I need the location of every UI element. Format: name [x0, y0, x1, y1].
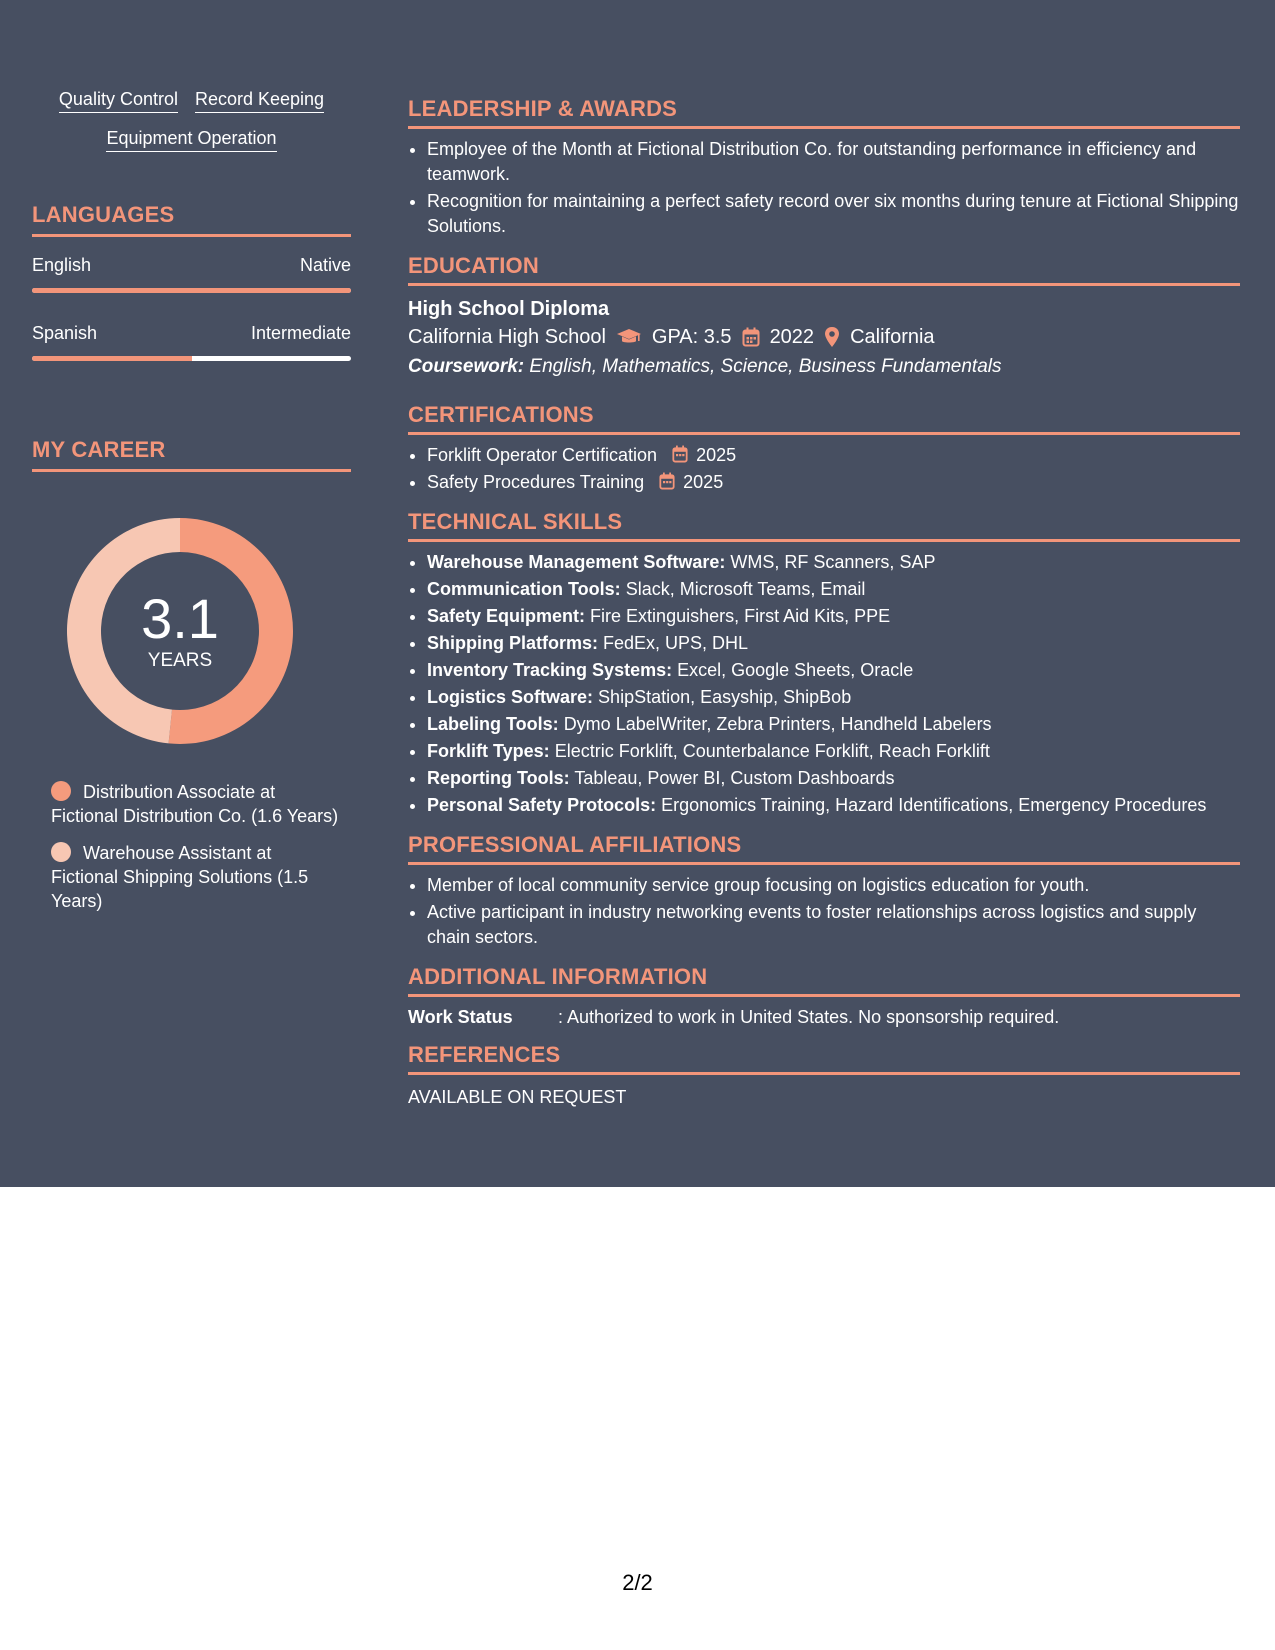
coursework-label: Coursework: [408, 356, 525, 377]
affiliations-section [408, 832, 1240, 950]
heading-divider [408, 1072, 1240, 1075]
language-name: Spanish [32, 323, 98, 343]
list-item [427, 577, 1240, 602]
skills-tags [32, 80, 351, 152]
certification-name: Safety Procedures Training [427, 472, 645, 492]
skill-tag: Quality Control [59, 88, 178, 113]
skill-value: Electric Forklift, Counterbalance Forklift, Reach Forklift [554, 741, 990, 761]
references-section [408, 1042, 1240, 1108]
heading-divider [408, 432, 1240, 435]
list-item [427, 631, 1240, 656]
work-status-row [408, 1007, 1240, 1028]
technical-skills-section [408, 509, 1240, 818]
language-bar-fill [32, 356, 192, 361]
skill-label: Forklift Types: [427, 741, 550, 761]
list-item [427, 550, 1240, 575]
calendar-icon [659, 472, 675, 490]
list-item: • Recognition for maintaining a perfect safety record over six months during tenure at Fictional Shipping Solutions. [427, 189, 1240, 239]
heading-divider [32, 234, 351, 237]
education-section [408, 253, 1240, 382]
education-degree: High School Diploma [408, 298, 610, 320]
skill-value: WMS, RF Scanners, SAP [730, 552, 936, 572]
affiliations-list [408, 873, 1240, 950]
leadership-heading: LEADERSHIP & AWARDS [408, 96, 678, 121]
career-heading: MY CAREER [32, 437, 166, 462]
skill-label: Logistics Software: [427, 687, 594, 707]
calendar-icon [742, 327, 760, 347]
donut-center [65, 516, 295, 746]
languages-heading: LANGUAGES [32, 202, 175, 227]
additional-info-heading: ADDITIONAL INFORMATION [408, 964, 708, 989]
work-status-label: Work Status [408, 1007, 513, 1027]
leadership-list [408, 137, 1240, 239]
language-bar [32, 288, 351, 293]
certifications-list [408, 443, 1240, 495]
coursework-value: English, Mathematics, Science, Business Fundamentals [529, 356, 1002, 377]
skill-label: Communication Tools: [427, 579, 621, 599]
legend-dot [51, 842, 71, 862]
affiliations-heading: PROFESSIONAL AFFILIATIONS [408, 832, 742, 857]
skill-label: Warehouse Management Software: [427, 552, 726, 572]
certifications-section [408, 402, 1240, 495]
education-location: California [850, 326, 935, 348]
language-row [32, 255, 351, 276]
education-coursework [408, 352, 1240, 382]
skill-value: Fire Extinguishers, First Aid Kits, PPE [590, 606, 891, 626]
list-item [427, 712, 1240, 737]
language-level: Native [299, 255, 351, 275]
language-bar-fill [32, 288, 351, 293]
graduation-cap-icon [616, 327, 642, 347]
certifications-heading: CERTIFICATIONS [408, 402, 594, 427]
skill-value: Ergonomics Training, Hazard Identifications, Emergency Procedures [661, 795, 1207, 815]
additional-info-section [408, 964, 1240, 1028]
skill-label: Labeling Tools: [427, 714, 559, 734]
heading-divider [408, 126, 1240, 129]
skill-label: Shipping Platforms: [427, 633, 598, 653]
list-item [427, 685, 1240, 710]
career-section [32, 437, 351, 913]
legend-label: Warehouse Assistant at Fictional Shipping Solutions (1.5 Years) [51, 843, 309, 911]
list-item [427, 443, 1240, 468]
education-heading: EDUCATION [408, 253, 539, 278]
list-item [427, 766, 1240, 791]
skill-tag: Equipment Operation [106, 127, 276, 152]
career-total-unit: YEARS [147, 650, 213, 671]
legend-label: Distribution Associate at Fictional Distribution Co. (1.6 Years) [51, 782, 339, 826]
certification-name: Forklift Operator Certification [427, 445, 658, 465]
certification-year: 2025 [683, 472, 724, 492]
calendar-icon [672, 445, 688, 463]
skill-value: Dymo LabelWriter, Zebra Printers, Handheld Labelers [563, 714, 992, 734]
technical-skills-heading: TECHNICAL SKILLS [408, 509, 623, 534]
work-status-value: : Authorized to work in United States. No sponsorship required. [558, 1007, 1060, 1027]
references-text: AVAILABLE ON REQUEST [408, 1087, 627, 1107]
career-total-years: 3.1 [141, 587, 219, 650]
certification-year: 2025 [696, 445, 737, 465]
languages-section [32, 202, 351, 361]
skill-tag: Record Keeping [195, 88, 324, 113]
list-item [427, 604, 1240, 629]
list-item [427, 793, 1240, 818]
career-donut-chart [65, 516, 295, 746]
location-pin-icon [824, 326, 840, 348]
sidebar [32, 80, 351, 926]
skill-label: Inventory Tracking Systems: [427, 660, 673, 680]
references-heading: REFERENCES [408, 1042, 561, 1067]
skill-value: Tableau, Power BI, Custom Dashboards [574, 768, 895, 788]
heading-divider [408, 283, 1240, 286]
main-content [408, 96, 1240, 1122]
career-legend [51, 780, 341, 913]
heading-divider [408, 862, 1240, 865]
skill-value: FedEx, UPS, DHL [603, 633, 749, 653]
education-year: 2022 [769, 326, 815, 348]
education-details [408, 322, 1240, 352]
list-item: • Employee of the Month at Fictional Distribution Co. for outstanding performance in efficiency and teamwork. [427, 137, 1240, 187]
skill-label: Personal Safety Protocols: [427, 795, 657, 815]
list-item: • Member of local community service group focusing on logistics education for youth. [427, 873, 1240, 898]
skill-label: Safety Equipment: [427, 606, 586, 626]
technical-skills-list [408, 550, 1240, 818]
language-row [32, 323, 351, 344]
language-bar [32, 356, 351, 361]
language-level: Intermediate [250, 323, 351, 343]
list-item [427, 739, 1240, 764]
skill-value: ShipStation, Easyship, ShipBob [598, 687, 852, 707]
language-name: English [32, 255, 92, 275]
skill-value: Slack, Microsoft Teams, Email [625, 579, 866, 599]
page-number: 2/2 [622, 1570, 653, 1595]
heading-divider [32, 469, 351, 472]
list-item [427, 470, 1240, 495]
skill-label: Reporting Tools: [427, 768, 570, 788]
leadership-section [408, 96, 1240, 239]
education-gpa: GPA: 3.5 [651, 326, 732, 348]
legend-item [51, 841, 341, 913]
heading-divider [408, 994, 1240, 997]
legend-dot [51, 781, 71, 801]
list-item [427, 658, 1240, 683]
education-school: California High School [408, 326, 606, 348]
list-item: • Active participant in industry networking events to foster relationships across logistics and supply chain sectors. [427, 900, 1240, 950]
legend-item [51, 780, 341, 828]
heading-divider [408, 539, 1240, 542]
skill-value: Excel, Google Sheets, Oracle [677, 660, 914, 680]
